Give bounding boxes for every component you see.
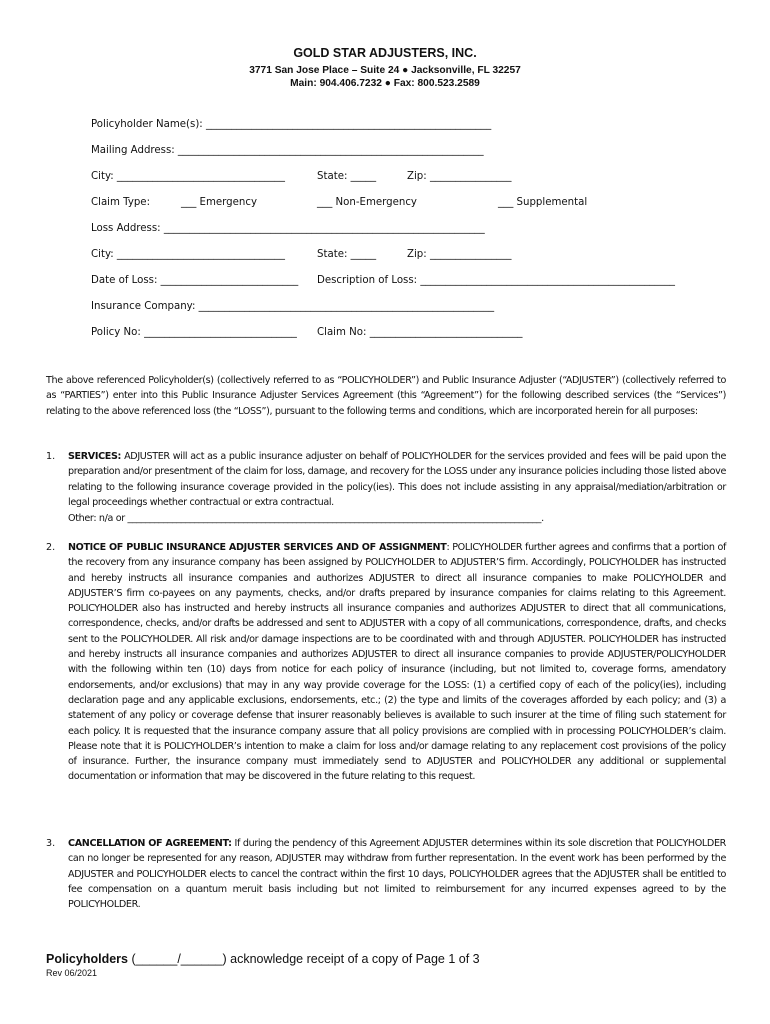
intro-paragraph: The above referenced Policyholder(s) (collectively referred to as “POLICYHOLDER”) and Public Insurance Adjuster (“ADJUSTER”) (collectively referred to as “PARTIES”) enter into this Public Insurance Adjuster Services Agreement (this “Agreement”) for the following described services (the “Services”) relating to the above referenced loss (the “LOSS”), pursuant to the following terms and conditions, which are incorporated herein for all purposes: [46,375,726,417]
policyholders-label: Policyholders [46,952,128,966]
policyholder-names-field[interactable]: Policyholder Name(s): ________________________________________________________ [91,119,492,130]
section-text: : POLICYHOLDER further agrees and confirms that a portion of the recovery from any insurance company has been assigned by POLICYHOLDER to ADJUSTER’S firm. Accordingly, POLICYHOLDER has instructed and hereby instructs all insurance companies and authorizes ADJUSTER to direct all insurance companies to make POLICYHOLDER and ADJUSTER’S firm co-payees on any payments, checks, and/or drafts prepared by insurance companies for claims relating to this Agreement. POLICYHOLDER also has instructed and hereby instructs all insurance companies and authorizes ADJUSTER to direct that all communications, correspondence, checks, and/or drafts be addressed and sent to ADJUSTER with a copy of all communications, correspondence, drafts, and checks sent to the POLICYHOLDER. All risk and/or damage inspections are to be coordinated with and through ADJUSTER. POLICYHOLDER has instructed and hereby instructs all insurance companies and authorizes ADJUSTER to direct all insurance companies to provide ADJUSTER/POLICYHOLDER with the following within ten (10) days from notice for each policy of insurance (including, but not limited to, coverage forms, amendatory endorsements, and/or exclusions) that may in any way provide coverage for the LOSS: (1) a certified copy of each of the policy(ies), including declaration page and any applicable exclusions, endorsements, etc.; (2) the type and limits of the coverages afforded by each policy; and (3) a statement of any policy or coverage defense that insurer reasonably believes is available to such insurer at the time of filing such statement for each policy. It is requested that the insurance company assure that all policy provisions are complied with in processing POLICYHOLDER’s claim. Please note that it is POLICYHOLDER’s intention to make a claim for loss and/or damage relating to any replacement cost provisions of the policy of insurance. Further, the insurance company must immediately send to ADJUSTER and POLICYHOLDER any additional or supplemental documentation or information that may be discovered in the future relating to this request. [68,542,727,783]
acknowledgement-text: (______/______) acknowledge receipt of a copy of Page 1 of 3 [127,952,480,966]
insurance-company-field[interactable]: Insurance Company: __________________________________________________________ [91,301,495,312]
date-of-loss-field[interactable]: Date of Loss: ___________________________ [91,275,299,286]
claim-number-field[interactable]: Claim No: ______________________________ [317,327,523,338]
section-number: 3. [46,838,56,849]
section-text: ADJUSTER will act as a public insurance adjuster on behalf of POLICYHOLDER for the services provided and fees will be paid upon the preparation and/or presentment of the claim for loss, damage, and recovery for the LOSS under any insurance policies including those listed above relating to the following insurance coverage provided in the policy(ies). This does not include assisting in any appraisal/mediation/arbitration or legal proceedings whether contractual or extra contractual. [68,451,726,508]
loss-city-field[interactable]: City: _________________________________ [91,249,285,260]
claim-type-supplemental-option[interactable]: ___ Supplemental [498,197,588,208]
section-number: 2. [46,542,56,553]
section-text: If during the pendency of this Agreement ADJUSTER determines within its sole discretion that POLICYHOLDER can no longer be represented for any reason, ADJUSTER may withdraw from further representation. In the event work has been performed by the ADJUSTER and POLICYHOLDER elects to cancel the contract within the first 10 days, POLICYHOLDER agrees that the ADJUSTER shall be entitled to fee compensation on a quantum meruit basis including but not limited to reimbursement for any incurred expenses agreed to by the POLICYHOLDER. [68,838,726,911]
loss-address-field[interactable]: Loss Address: _______________________________________________________________ [91,223,485,234]
section-heading: NOTICE OF PUBLIC INSURANCE ADJUSTER SERVICES AND OF ASSIGNMENT [68,542,447,553]
services-section [68,449,726,510]
section-heading: SERVICES: [68,451,122,462]
mailing-address-field[interactable]: Mailing Address: ____________________________________________________________ [91,145,484,156]
acknowledgement-line[interactable] [46,952,480,966]
city-field[interactable]: City: _________________________________ [91,171,285,182]
company-address: 3771 San Jose Place – Suite 24 ● Jacksonville, FL 32257 [249,65,521,76]
policy-number-field[interactable]: Policy No: ______________________________ [91,327,297,338]
loss-zip-field[interactable]: Zip: ________________ [407,249,512,260]
company-phone: Main: 904.406.7232 ● Fax: 800.523.2589 [290,78,480,89]
notice-of-assignment-section [68,540,726,785]
other-services-field[interactable]: Other: n/a or _____________________________________________________________________________________________. [68,513,544,524]
claim-type-non-emergency-option[interactable]: ___ Non-Emergency [317,197,417,208]
claim-type-emergency-option[interactable]: ___ Emergency [181,197,257,208]
revision-label: Rev 06/2021 [46,968,98,978]
loss-state-field[interactable]: State: _____ [317,249,377,260]
section-number: 1. [46,451,56,462]
company-name: GOLD STAR ADJUSTERS, INC. [293,46,477,60]
description-of-loss-field[interactable]: Description of Loss: __________________________________________________ [317,275,676,286]
section-heading: CANCELLATION OF AGREEMENT: [68,838,232,849]
claim-type-label: Claim Type: [91,197,151,208]
state-field[interactable]: State: _____ [317,171,377,182]
zip-field[interactable]: Zip: ________________ [407,171,512,182]
cancellation-section [68,836,726,912]
